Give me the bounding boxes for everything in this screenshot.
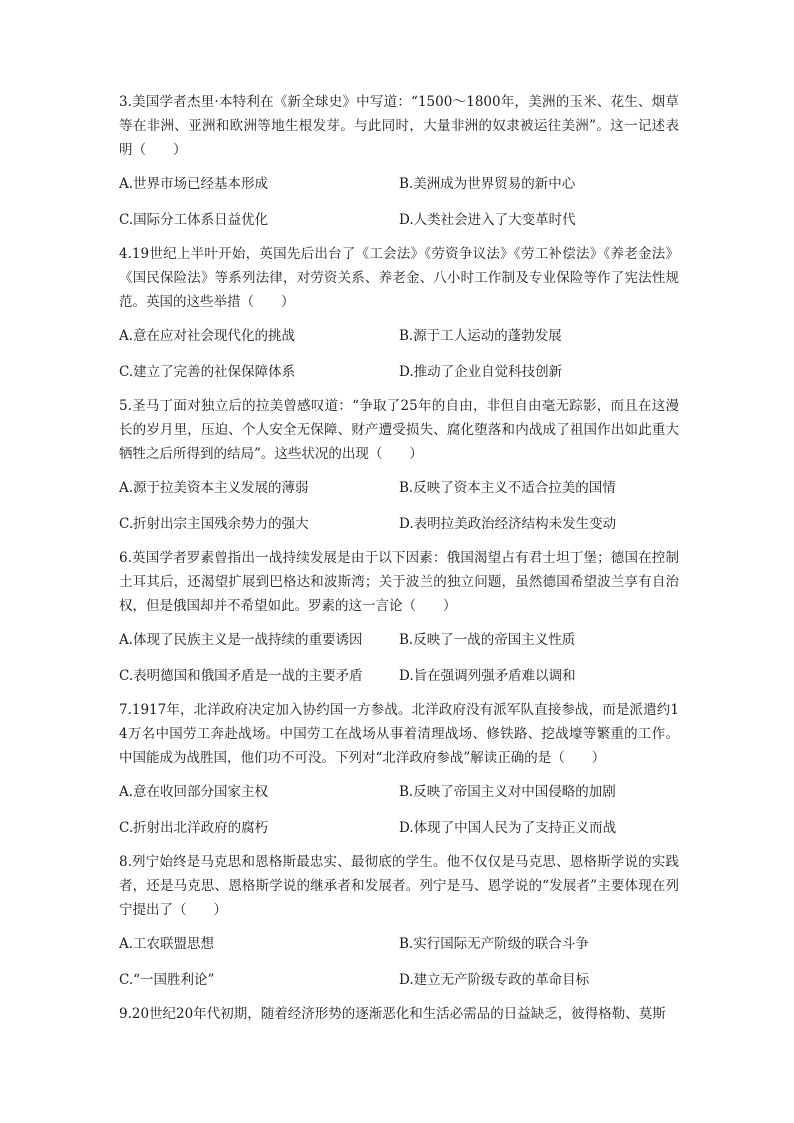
question-7: [119, 698, 679, 840]
option-c: C.折射出北洋政府的腐朽: [119, 820, 269, 836]
option-list: [119, 476, 679, 536]
option-d: D.体现了中国人民为了支持正义而战: [399, 820, 617, 836]
question-stem: 5.圣马丁面对独立后的拉美曾感叹道：“争取了25年的自由，非但自由毫无踪影，而且在这漫长的岁月里，压迫、个人安全无保障、财产遭受损失、腐化堕落和内战成了祖国作出如此重大牺牲之后所得到的结局”。这些状况的出现（ ）: [119, 398, 679, 462]
option-b: B.实行国际无产阶级的联合斗争: [399, 936, 589, 952]
option-a: A.体现了民族主义是一战持续的重要诱因: [119, 632, 363, 648]
option-d: D.人类社会进入了大变革时代: [399, 212, 576, 228]
option-b: B.反映了一战的帝国主义性质: [399, 632, 576, 648]
option-c: C.国际分工体系日益优化: [119, 212, 269, 228]
option-d: D.旨在强调列强矛盾难以调和: [399, 668, 576, 684]
option-b: B.源于工人运动的蓬勃发展: [399, 328, 562, 344]
option-c: C.“一国胜利论”: [119, 972, 215, 988]
option-list: [119, 780, 679, 840]
exam-page: [119, 90, 679, 1026]
option-list: [119, 932, 679, 992]
option-b: B.反映了帝国主义对中国侵略的加剧: [399, 784, 616, 800]
question-stem: 3.美国学者杰里·本特利在《新全球史》中写道：“1500～1800年，美洲的玉米、花生、烟草等在非洲、亚洲和欧洲等地生根发芽。与此同时，大量非洲的奴隶被运往美洲”。这一记述表明（ ）: [119, 94, 679, 158]
option-b: B.反映了资本主义不适合拉美的国情: [399, 480, 616, 496]
question-stem: 4.19世纪上半叶开始，英国先后出台了《工会法》《劳资争议法》《劳工补偿法》《养老金法》《国民保险法》等系列法律，对劳资关系、养老金、八小时工作制及专业保险等作了宪法性规范。英国的这些举措（ ）: [119, 246, 679, 310]
option-d: D.推动了企业自觉科技创新: [399, 364, 563, 380]
question-3: [119, 90, 679, 232]
option-list: [119, 324, 679, 384]
question-6: [119, 546, 679, 688]
question-5: [119, 394, 679, 536]
option-a: A.意在收回部分国家主权: [119, 784, 269, 800]
option-list: [119, 172, 679, 232]
question-8: [119, 850, 679, 992]
option-c: C.表明德国和俄国矛盾是一战的主要矛盾: [119, 668, 363, 684]
option-d: D.表明拉美政治经济结构未发生变动: [399, 516, 617, 532]
question-stem: 9.20世纪20年代初期，随着经济形势的逐渐恶化和生活必需品的日益缺乏，彼得格勒、莫斯: [119, 1006, 666, 1022]
option-c: C.折射出宗主国残余势力的强大: [119, 516, 309, 532]
question-stem: 7.1917年，北洋政府决定加入协约国一方参战。北洋政府没有派军队直接参战，而是派遣约14万名中国劳工奔赴战场。中国劳工在战场从事着清理战场、修铁路、挖战壕等繁重的工作。中国能成为战胜国，他们功不可没。下列对“北洋政府参战”解读正确的是（ ）: [119, 702, 679, 766]
option-d: D.建立无产阶级专政的革命目标: [399, 972, 590, 988]
option-a: A.工农联盟思想: [119, 936, 215, 952]
question-9: [119, 1002, 679, 1026]
option-b: B.美洲成为世界贸易的新中心: [399, 176, 576, 192]
option-a: A.源于拉美资本主义发展的薄弱: [119, 480, 309, 496]
option-a: A.世界市场已经基本形成: [119, 176, 269, 192]
question-4: [119, 242, 679, 384]
question-stem: 8.列宁始终是马克思和恩格斯最忠实、最彻底的学生。他不仅仅是马克思、恩格斯学说的实践者，还是马克思、恩格斯学说的继承者和发展者。列宁是马、恩学说的“发展者”主要体现在列宁提出了（ ）: [119, 854, 679, 918]
option-list: [119, 628, 679, 688]
option-a: A.意在应对社会现代化的挑战: [119, 328, 296, 344]
question-stem: 6.英国学者罗素曾指出一战持续发展是由于以下因素：俄国渴望占有君士坦丁堡；德国在控制土耳其后，还渴望扩展到巴格达和波斯湾；关于波兰的独立问题，虽然德国希望波兰享有自治权，但是俄国却并不希望如此。罗素的这一言论（ ）: [119, 550, 679, 614]
option-c: C.建立了完善的社保保障体系: [119, 364, 296, 380]
